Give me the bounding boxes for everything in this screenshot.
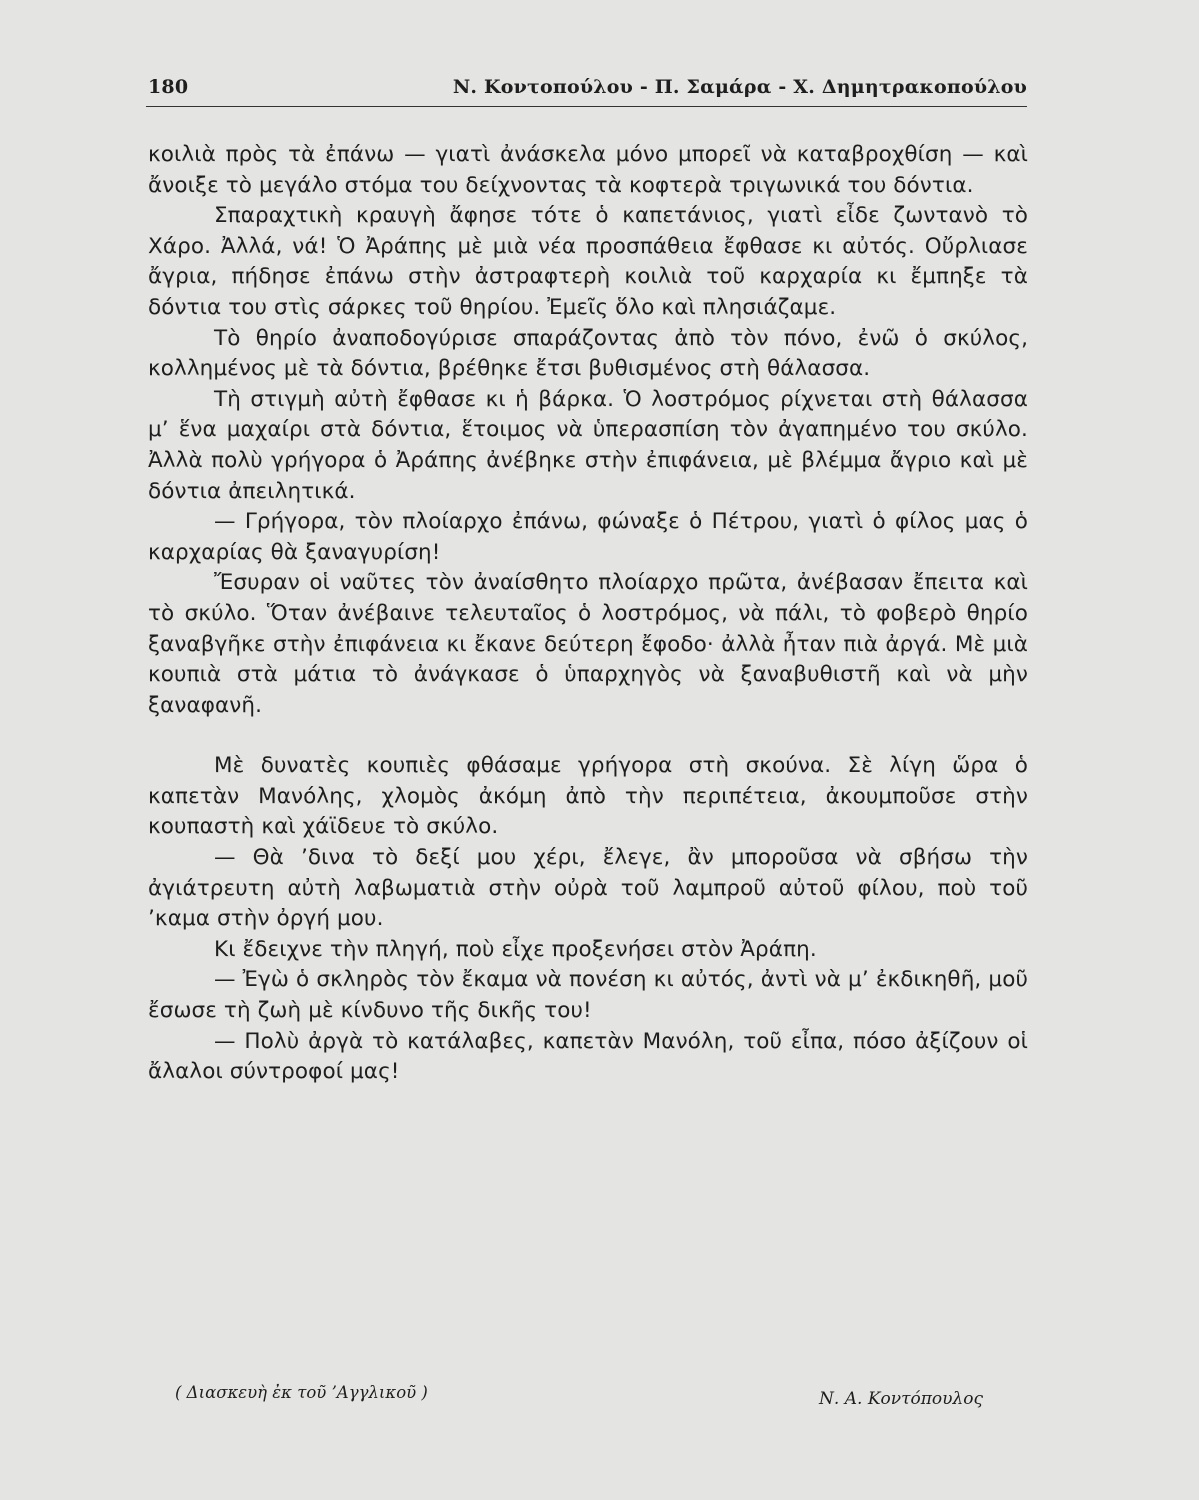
author-signature: Ν. Α. Κοντόπουλος (819, 1389, 983, 1409)
paragraph: — Θὰ ’δινα τὸ δεξί μου χέρι, ἔλεγε, ἂν μποροῦσα νὰ σβήσω τὴν ἀγιάτρευτη αὐτὴ λαβωματιὰ στὴν οὐρὰ τοῦ λαμπροῦ αὐτοῦ φίλου, ποὺ τοῦ ’καμα στὴν ὀργή μου. (148, 845, 1028, 932)
page-header (146, 72, 1027, 107)
paragraph: Κι ἔδειχνε τὴν πληγή, ποὺ εἶχε προξενήσει στὸν Ἀράπη. (214, 936, 817, 962)
page-number: 180 (148, 76, 189, 98)
running-title: Ν. Κοντοπούλου - Π. Σαμάρα - Χ. Δημητρακοπούλου (452, 76, 1027, 98)
paragraph: Ἔσυραν οἱ ναῦτες τὸν ἀναίσθητο πλοίαρχο πρῶτα, ἀνέβασαν ἔπειτα καὶ τὸ σκύλο. Ὅταν ἀνέβαινε τελευταῖος ὁ λοστρόμος, νὰ πάλι, τὸ φοβερὸ θηρίο ξαναβγῆκε στὴν ἐπιφάνεια κι ἔκανε δεύτερη ἔφοδο· ἀλλὰ ἦταν πιὰ ἀργά. Μὲ μιὰ κουπιὰ στὰ μάτια τὸ ἀνάγκασε ὁ ὑπαρχηγὸς νὰ ξαναβυθιστῆ καὶ νὰ μὴν ξαναφανῆ. (148, 570, 1028, 718)
paragraph: — Ἐγὼ ὁ σκληρὸς τὸν ἔκαμα νὰ πονέση κι αὐτός, ἀντὶ νὰ μ’ ἐκδικηθῆ, μοῦ ἔσωσε τὴ ζωὴ μὲ κίνδυνο τῆς δικῆς του! (148, 967, 1028, 1024)
paragraph: — Γρήγορα, τὸν πλοίαρχο ἐπάνω, φώναξε ὁ Πέτρου, γιατὶ ὁ φίλος μας ὁ καρχαρίας θὰ ξαναγυρίση! (148, 509, 1028, 565)
paragraph: — Πολὺ ἀργὰ τὸ κατάλαβες, καπετὰν Μανόλη, τοῦ εἶπα, πόσο ἀξίζουν οἱ ἄλαλοι σύντροφοί μας! (148, 1028, 1028, 1085)
paragraph: Σπαραχτικὴ κραυγὴ ἄφησε τότε ὁ καπετάνιος, γιατὶ εἶδε ζωντανὸ τὸ Χάρο. Ἀλλά, νά! Ὁ Ἀράπης μὲ μιὰ νέα προσπάθεια ἔφθασε κι αὐτός. Οὔρλιασε ἄγρια, πήδησε ἐπάνω στὴν ἀστραφτερὴ κοιλιὰ τοῦ καρχαρία κι ἔμπηξε τὰ δόντια του στὶς σάρκες τοῦ θηρίου. Ἐμεῖς ὅλο καὶ πλησιάζαμε. (148, 203, 1028, 320)
source-note: ( Διασκευὴ ἐκ τοῦ ’Αγγλικοῦ ) (175, 1383, 428, 1402)
paragraph: Μὲ δυνατὲς κουπιὲς φθάσαμε γρήγορα στὴ σκούνα. Σὲ λίγη ὥρα ὁ καπετὰν Μανόλης, χλομὸς ἀκόμη ἀπὸ τὴν περιπέτεια, ἀκουμποῦσε στὴν κουπαστὴ καὶ χάϊδευε τὸ σκύλο. (148, 753, 1028, 840)
paragraph: Τὸ θηρίο ἀναποδογύρισε σπαράζοντας ἀπὸ τὸν πόνο, ἐνῶ ὁ σκύλος, κολλημένος μὲ τὰ δόντια, βρέθηκε ἔτσι βυθισμένος στὴ θάλασσα. (148, 325, 1028, 382)
body-text (148, 140, 1028, 1088)
paragraph: κοιλιὰ πρὸς τὰ ἐπάνω — γιατὶ ἀνάσκελα μόνο μπορεῖ νὰ καταβροχθίση — καὶ ἄνοιξε τὸ μεγάλο στόμα του δείχνοντας τὰ κοφτερὰ τριγωνικά του δόντια. (148, 142, 1028, 198)
paragraph: Τὴ στιγμὴ αὐτὴ ἔφθασε κι ἡ βάρκα. Ὁ λοστρόμος ρίχνεται στὴ θάλασσα μ’ ἕνα μαχαίρι στὰ δόντια, ἕτοιμος νὰ ὑπερασπίση τὸν ἀγαπημένο του σκύλο. Ἀλλὰ πολὺ γρήγορα ὁ Ἀράπης ἀνέβηκε στὴν ἐπιφάνεια, μὲ βλέμμα ἄγριο καὶ μὲ δόντια ἀπειλητικά. (148, 386, 1028, 504)
